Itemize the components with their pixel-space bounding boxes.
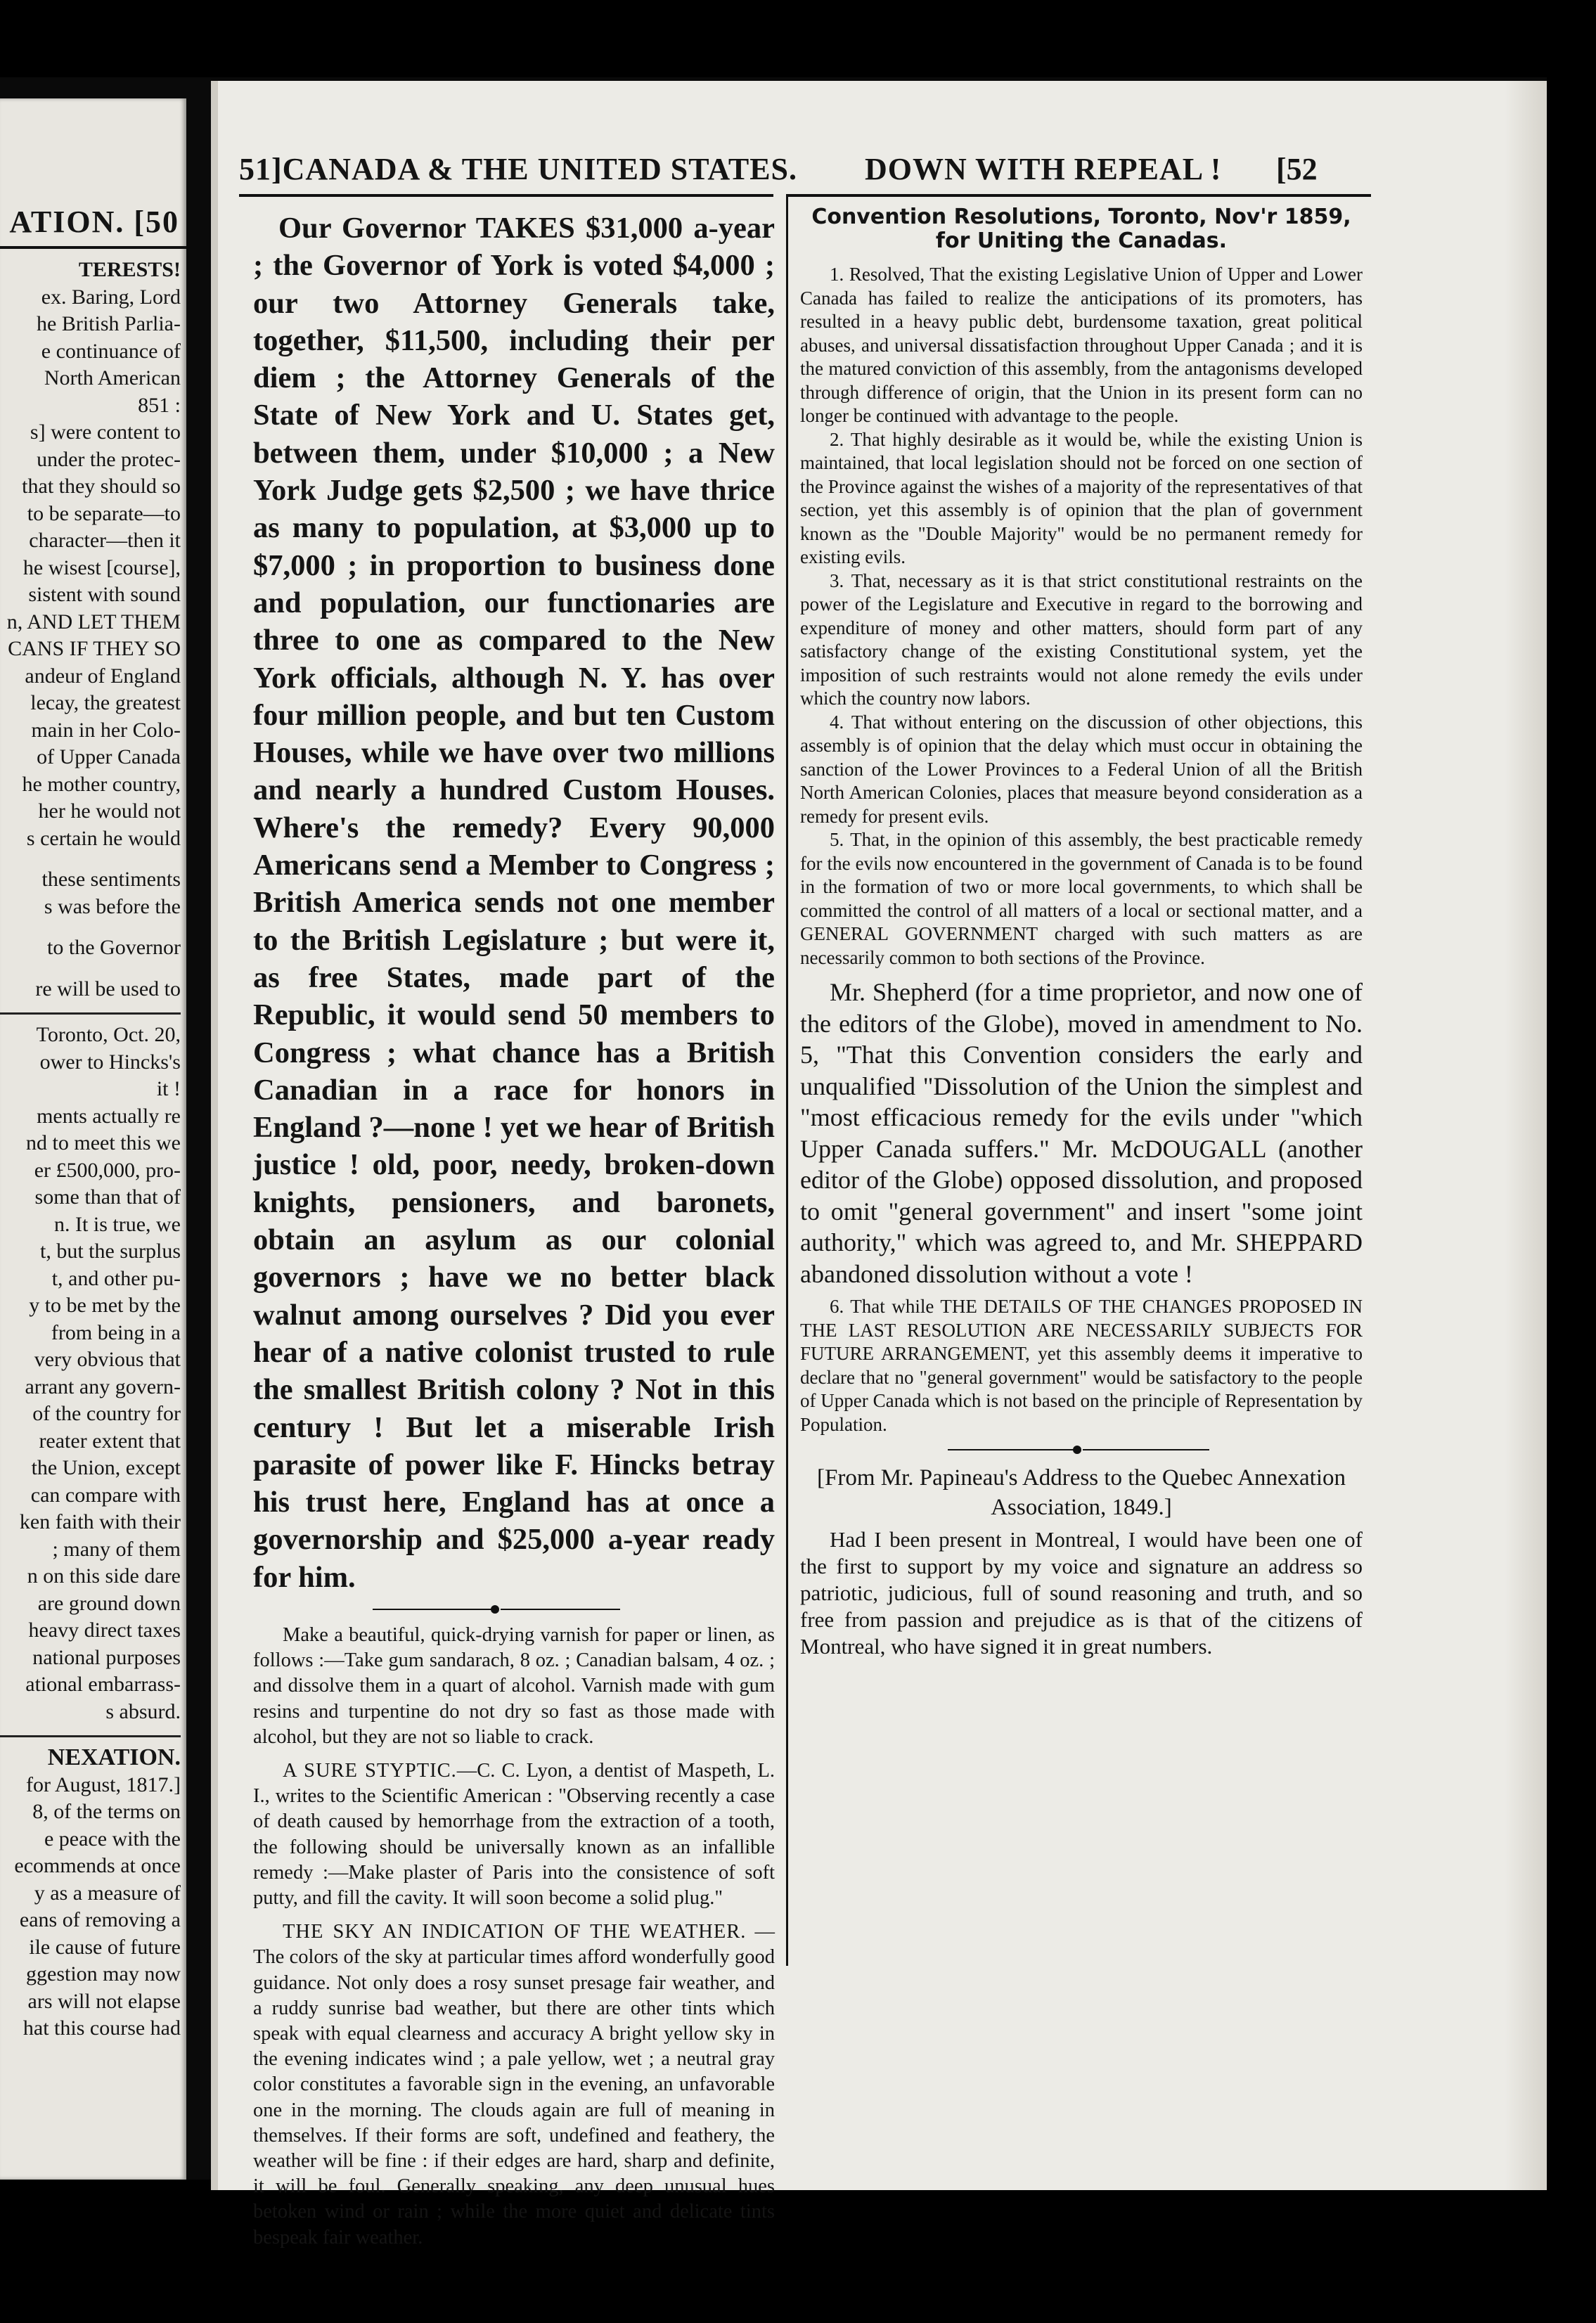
section-ornament-right	[800, 1442, 1363, 1457]
left-page-line: of Upper Canada	[37, 745, 181, 768]
left-page-line: are ground down	[37, 1591, 181, 1615]
left-page-line: y as a measure of	[34, 1881, 181, 1905]
left-page-line: s absurd.	[105, 1699, 181, 1723]
left-page-line: to the Governor	[47, 936, 181, 959]
left-page-line: 8, of the terms on	[32, 1800, 181, 1823]
papineau-quote: Had I been present in Montreal, I would have been one of the first to support by my voice and signature an address so patriotic, judicious, full of sound reasoning and truth, and so free from passion and prejudice as is that of the citizens of Montreal, who have signed it in great numbers.	[800, 1527, 1363, 1659]
left-page-line: he mother country,	[22, 772, 181, 796]
left-page-line: her he would not	[38, 799, 181, 823]
left-page-line: e peace with the	[44, 1827, 181, 1851]
papineau-heading: [From Mr. Papineau's Address to the Quebec Annexation Association, 1849.]	[817, 1465, 1346, 1520]
left-page-line: ational embarrass-	[25, 1673, 181, 1696]
left-page-line: y to be met by the	[29, 1294, 181, 1317]
styptic-article	[253, 1758, 775, 1911]
running-head-right: DOWN WITH REPEAL !	[865, 152, 1222, 186]
section-ornament	[253, 1602, 775, 1617]
resolution-3: 3. That, necessary as it is that strict constitutional restraints on the power of the Legislature and Executive in regard to the borrowing and expenditure of money and other matters, should form part of any satisfactory change of the existing Constitutional system, yet the imposition of such restraints would not alone remedy the evils under which the country now labors.	[800, 570, 1363, 709]
left-header-rule	[0, 246, 186, 249]
left-page-line: CANS IF THEY SO	[8, 637, 181, 660]
left-page-line: ars will not elapse	[27, 1989, 181, 2013]
running-head-left: 51]CANADA & THE UNITED STATES.	[239, 152, 798, 186]
left-page-line: eans of removing a	[19, 1908, 181, 1931]
left-page-line: these sentiments	[41, 868, 181, 891]
left-page-line: he wisest [course],	[22, 555, 181, 579]
left-page-line: TERESTS!	[78, 258, 181, 281]
convention-heading: Convention Resolutions, Toronto, Nov'r 1859, for Uniting the Canadas.	[811, 205, 1351, 253]
left-page-line: lecay, the greatest	[30, 691, 181, 714]
left-page-line: NEXATION.	[47, 1744, 181, 1770]
left-page-line: it !	[156, 1077, 181, 1100]
left-page-line: n on this side dare	[27, 1564, 181, 1588]
scan-border-bottom	[0, 2180, 1596, 2323]
column-left	[253, 210, 775, 2251]
sky-weather-body: — The colors of the sky at particular times afford wonderfully good guidance. Not only does a rosy sunset presage fair weather, and a ruddy sunrise bad weather, but there are other tints which speak with equal clearness and accuracy A bright yellow sky in the evening indicates wind ; a pale yellow, wet ; a neutral gray color constitutes a favorable sign in the evening, an unfavorable one in the morning. The clouds again are full of meaning in themselves. If their forms are soft, undefined and feathery, the weather will be fine : if their edges are hard, sharp and definite, it will be foul. Generally speaking, any deep unusual hues betoken wind or rain ; while the more quiet and delicate tints bespeak fair weather.	[253, 1921, 776, 2248]
left-page-line: e continuance of	[41, 339, 181, 363]
left-page-line: arrant any govern-	[25, 1375, 181, 1398]
left-page-line: to be separate—to	[27, 501, 181, 525]
header-rule-left	[239, 194, 773, 197]
sky-weather-article	[253, 1919, 775, 2251]
left-page-line: t, and other pu-	[51, 1266, 181, 1290]
left-page-line: nd to meet this we	[26, 1131, 181, 1154]
left-page-line: North American	[44, 366, 181, 390]
left-page-line: of the country for	[32, 1402, 181, 1425]
left-page-line: he British Parlia-	[37, 312, 181, 335]
left-page-header: ATION. [50	[9, 205, 179, 239]
left-page-text	[0, 257, 181, 2042]
governor-salaries-article: Our Governor TAKES $31,000 a-year ; the Governor of York is voted $4,000 ; our two Attorney Generals take, together, $11,500, including their per diem ; the Attorney Generals of the State of New York and U. States get, between them, under $10,000 ; a New York Judge gets $2,500 ; we have thrice as many to population, at $3,000 up to $7,000 ; in proportion to business done and population, our functionaries are three to one as compared to the New York officials, although N. Y. has over four million people, and but ten Custom Houses, while we have over two millions and nearly a hundred Custom Houses. Where's the remedy? Every 90,000 Americans send a Member to Congress ; British America sends not one member to the British Legislature ; but were it, as free States, made part of the Republic, it would send 50 members to Congress ; what chance has a British Canadian in a race for honors in England ?—none ! yet we hear of British justice ! old, poor, needy, broken-down knights, pensioners, and baronets, obtain an asylum as our colonial governors ; have we no better black walnut among ourselves ? Did you ever hear of a native colonist trusted to rule the smallest British colony ? Not in this century ! But let a miserable Irish parasite of power like F. Hincks betray his trust here, England has at once a governorship and $25,000 a-year ready for him.	[253, 212, 775, 1594]
left-page-line: n. It is true, we	[54, 1212, 181, 1236]
left-page-line: national purposes	[32, 1645, 181, 1669]
header-rule-right	[787, 194, 1371, 197]
left-page-line: ecommends at once	[14, 1854, 181, 1877]
left-page-line: the Union, except	[31, 1456, 181, 1479]
left-page-line: ggestion may now	[26, 1962, 181, 1986]
left-page-line: 851 :	[138, 393, 181, 417]
column-rule	[786, 194, 788, 1966]
left-page-line: ile cause of future	[29, 1935, 181, 1959]
scan-border-right	[1547, 0, 1596, 2323]
left-page-line: s] were content to	[30, 420, 181, 444]
left-page-line: ken faith with their	[19, 1510, 181, 1533]
styptic-heading: A SURE STYPTIC.	[283, 1760, 457, 1782]
left-page-line: heavy direct taxes	[28, 1619, 181, 1642]
left-page-line: re will be used to	[35, 977, 181, 1000]
resolution-2: 2. That highly desirable as it would be, while the existing Union is maintained, that local legislation should not be forced on one section of the Province against the wishes of a majority of the representatives of that section, yet this assembly is of opinion that the plan of government known as the "Double Majority" would be no permanent remedy for existing evils.	[800, 428, 1363, 567]
column-right	[800, 205, 1363, 1660]
left-page-line: reater extent that	[39, 1429, 181, 1453]
left-page-line: character—then it	[29, 529, 181, 552]
varnish-recipe: Make a beautiful, quick-drying varnish for paper or linen, as follows :—Take gum sandarach, 8 oz. ; Canadian balsam, 4 oz. ; and dissolve them in a quart of alcohol. Varnish made with gum resins and turpentine do not dry so fast as those made with alcohol, but they are not so liable to crack.	[253, 1623, 775, 1748]
shepherd-amendment: Mr. Shepherd (for a time proprietor, and now one of the editors of the Globe), moved in amendment to No. 5, "That this Convention considers the early and unqualified "Dissolution of the Union the simplest and "most efficacious remedy for the evils under "which Upper Canada suffers." Mr. McDOUGALL (another editor of the Globe) opposed dissolution, and proposed to omit "general government" and insert "some joint authority," which was agreed to, and Mr. SHEPPARD abandoned dissolution without a vote !	[800, 978, 1363, 1288]
left-page-line: that they should so	[22, 475, 181, 498]
left-page-line: ; many of them	[52, 1537, 181, 1561]
left-page-rule	[0, 1725, 181, 1737]
left-page-line: can compare with	[30, 1483, 181, 1507]
left-page-line: ower to Hincks's	[39, 1050, 181, 1074]
left-page-line: very obvious that	[34, 1348, 181, 1371]
page-number: [52	[1276, 152, 1318, 186]
left-page-line: s was before the	[44, 894, 181, 918]
left-page-line: ments actually re	[37, 1104, 181, 1128]
resolution-5: 5. That, in the opinion of this assembly, the best practicable remedy for the evils now encountered in the government of Canada is to be found in the formation of two or more local governments, to which shall be committed the control of all matters of a local or sectional matter, and a GENERAL GOVERNMENT charged with such matters as are necessarily common to both sections of the Province.	[800, 829, 1363, 968]
left-page-line: hat this course had	[22, 2016, 181, 2040]
left-page-line: t, but the surplus	[40, 1240, 181, 1263]
left-page-line: ex. Baring, Lord	[41, 285, 181, 309]
left-page-line: from being in a	[51, 1320, 181, 1344]
left-page-line: andeur of England	[25, 664, 181, 688]
left-page-line: main in her Colo-	[31, 718, 181, 742]
scan-border-top	[0, 0, 1596, 77]
styptic-body: —C. C. Lyon, a dentist of Maspeth, L. I., writes to the Scientific American : "Observing recently a case of death caused by hemorrhage from the extraction of a tooth, the following should be universally known as an infallible remedy :—Make plaster of Paris into the consistence of soft putty, and fill the cavity. It will soon become a solid plug."	[253, 1760, 775, 1910]
left-page-line: Toronto, Oct. 20,	[36, 1023, 181, 1046]
resolution-6: 6. That while THE DETAILS OF THE CHANGES PROPOSED IN THE LAST RESOLUTION ARE NECESSARILY SUBJECTS FOR FUTURE ARRANGEMENT, yet this assembly deems it imperative to declare that no "general government" would be satisfactory to the people of Upper Canada which is not based on the principle of Representation by Population.	[800, 1296, 1363, 1435]
left-page-line: s certain he would	[26, 826, 181, 850]
left-page-line: sistent with sound	[28, 583, 181, 606]
left-partial-page	[0, 98, 186, 2180]
left-page-line: n, AND LET THEM	[6, 610, 181, 633]
left-page-line: for August, 1817.]	[26, 1772, 181, 1796]
sky-weather-heading: THE SKY AN INDICATION OF THE WEATHER.	[283, 1921, 747, 1943]
left-page-line: er £500,000, pro-	[34, 1158, 181, 1182]
left-page-line: under the protec-	[37, 447, 181, 471]
resolution-4: 4. That without entering on the discussion of other objections, this assembly is of opinion that the delay which must occur in obtaining the sanction of the Lower Provinces to a Federal Union of all the British North American Colonies, places that measure beyond consideration as a remedy for present evils.	[800, 711, 1363, 827]
resolution-1: 1. Resolved, That the existing Legislative Union of Upper and Lower Canada has failed to realize the anticipations of its promoters, has resulted in a heavy public debt, burdensome taxation, great political abuses, and universal dissatisfaction throughout Upper Canada ; and it is the matured conviction of this assembly, from the antagonisms developed through difference of origin, that the Union in its present form can no longer be continued with advantage to the people.	[800, 264, 1363, 426]
left-page-line: some than that of	[34, 1185, 181, 1209]
left-page-rule	[0, 1003, 181, 1015]
